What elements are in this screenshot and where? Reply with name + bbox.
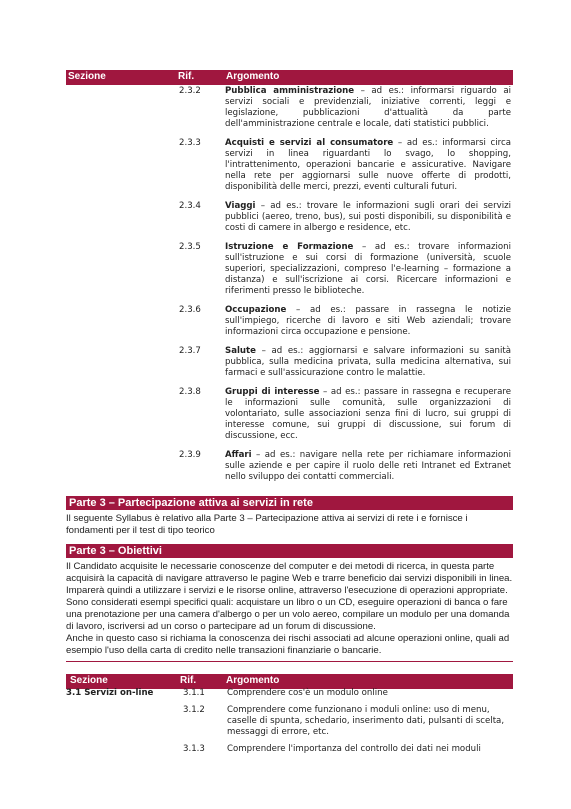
row-ref: 2.3.2 <box>179 86 201 96</box>
row-term: Gruppi di interesse <box>225 387 320 397</box>
parte3-intro <box>66 513 516 537</box>
row-text: – ad es.: informarsi riguardo ai servizi sociali e previdenziali, iniziative correnti, leggi e legislazione, pubblicazioni d'attualità da parte dell'amministrazione centrale e locale, dati statistici pubblici. <box>225 86 511 129</box>
row-term: Viaggi <box>225 201 256 211</box>
obiettivi-text <box>66 561 516 657</box>
row-term: Occupazione <box>225 305 287 315</box>
table1-header <box>66 70 513 85</box>
row-section <box>66 744 183 755</box>
header-rif: Rif. <box>178 71 195 82</box>
row-text: – ad es.: passare in rassegna e recuperare le informazioni sulle comunità, sulle organizzazioni di volontariato, sulle associazioni senza fini di lucro, sui gruppi di interesse comune, sui gruppi di discussione, sui forum di discussione, ecc. <box>225 387 511 441</box>
row-text: – ad es.: navigare nella rete per richiamare informazioni sulle aziende e per capire il ruolo delle reti Intranet ed Extranet nello sviluppo dei contatti commerciali. <box>225 450 511 482</box>
row-text: – ad es.: trovare le informazioni sugli orari dei servizi pubblici (aereo, treno, bus), sui posti disponibili, su disponibilità e costi di camere in albergo e residence, etc. <box>225 201 511 233</box>
row-term: Acquisti e servizi al consumatore <box>225 138 394 148</box>
table-row <box>66 201 513 234</box>
row-text: – ad es.: informarsi circa servizi in linea riguardanti lo svago, lo shopping, l'intrattenimento, operazioni bancarie e assicurative. Navigare nella rete per aggiornarsi sulle nuove offerte di prodotti, disponibilità delle merci, prezzi, eventi culturali futuri. <box>225 138 511 192</box>
table1-body <box>66 86 513 491</box>
row-section <box>66 705 183 738</box>
row-text: Comprendere l'importanza del controllo dei dati nei moduli <box>227 744 481 754</box>
table2-header <box>66 674 513 689</box>
row-term: Affari <box>225 450 252 460</box>
row-ref: 2.3.6 <box>179 305 201 315</box>
row-ref: 2.3.3 <box>179 138 201 148</box>
section-banner-parte3 <box>66 496 513 510</box>
table2-top-rule <box>66 661 513 662</box>
row-ref: 2.3.7 <box>179 346 201 356</box>
table-row <box>66 450 513 483</box>
section-title: Parte 3 – Obiettivi <box>69 545 162 557</box>
row-ref: 2.3.5 <box>179 242 201 252</box>
row-text: – ad es.: passare in rassegna le notizie sull'impiego, ricerche di lavoro e siti Web aziendali; trovare informazioni circa occupazione e pensione. <box>225 305 511 337</box>
intro-paragraph: Il seguente Syllabus è relativo alla Parte 3 – Partecipazione attiva ai servizi di rete i e fornisce i fondamenti per il test di tipo teorico <box>66 513 468 536</box>
section-banner-obiettivi <box>66 544 513 558</box>
row-text: – ad es.: aggiornarsi e salvare informazioni su sanità pubblica, sulla medicina privata, sulla medicina alternativa, sui farmaci e sull'assicurazione contro le malattie. <box>225 346 511 378</box>
table-row <box>66 688 513 699</box>
table-row <box>66 86 513 130</box>
row-ref: 2.3.8 <box>179 387 201 397</box>
row-term: Salute <box>225 346 256 356</box>
table-row <box>66 346 513 379</box>
table2-body <box>66 688 513 761</box>
header-argomento: Argomento <box>226 675 280 686</box>
paragraph: Imparerà quindi a utilizzare i servizi e le risorse online, attraverso l'esecuzione di operazioni appropriate. <box>66 585 508 596</box>
row-ref: 3.1.1 <box>183 688 205 698</box>
table-row <box>66 387 513 442</box>
paragraph: Anche in questo caso si richiama la conoscenza dei rischi associati ad alcune operazioni online, quali ad esempio l'uso della carta di credito nelle transazioni finanziarie o bancarie. <box>66 633 510 656</box>
table-row <box>66 744 513 755</box>
row-term: Pubblica amministrazione <box>225 86 355 96</box>
paragraph: Sono considerati esempi specifici quali: acquistare un libro o un CD, eseguire operazioni di banca o fare una prenotazione per una camera d'albergo o per un volo aereo, compilare un modulo per una domanda di lavoro, iscriversi ad un corso o partecipare ad un forum di discussione. <box>66 597 510 632</box>
header-sezione: Sezione <box>70 675 108 686</box>
row-text: Comprendere cos'è un modulo online <box>227 688 388 698</box>
row-section: 3.1 Servizi on-line <box>66 688 154 698</box>
header-rif: Rif. <box>180 675 197 686</box>
section-title: Parte 3 – Partecipazione attiva ai servizi in rete <box>69 497 313 509</box>
paragraph: Il Candidato acquisite le necessarie conoscenze del computer e dei metodi di ricerca, in questa parte acquisirà la capacità di navigare attraverso le pagine Web e trarre beneficio dai servizi disponibili in linea. <box>66 561 513 584</box>
row-text: – ad es.: trovare informazioni sull'istruzione e sui corsi di formazione (università, scuole superiori, specializzazioni, compreso l'e-learning – formazione a distanza) e sull'iscrizione ai corsi. Ricercare informazioni e riferimenti presso le biblioteche. <box>225 242 511 296</box>
row-ref: 3.1.3 <box>183 744 205 754</box>
row-text: Comprendere come funzionano i moduli online: uso di menu, caselle di spunta, schedario, inserimento dati, pulsanti di scelta, messaggi di errore, etc. <box>227 705 505 737</box>
header-sezione: Sezione <box>68 71 106 82</box>
table-row <box>66 705 513 738</box>
row-term: Istruzione e Formazione <box>225 242 354 252</box>
header-argomento: Argomento <box>226 71 280 82</box>
row-ref: 2.3.9 <box>179 450 201 460</box>
table-row <box>66 305 513 338</box>
table-row <box>66 138 513 193</box>
row-ref: 2.3.4 <box>179 201 201 211</box>
table-row <box>66 242 513 297</box>
row-ref: 3.1.2 <box>183 705 205 715</box>
